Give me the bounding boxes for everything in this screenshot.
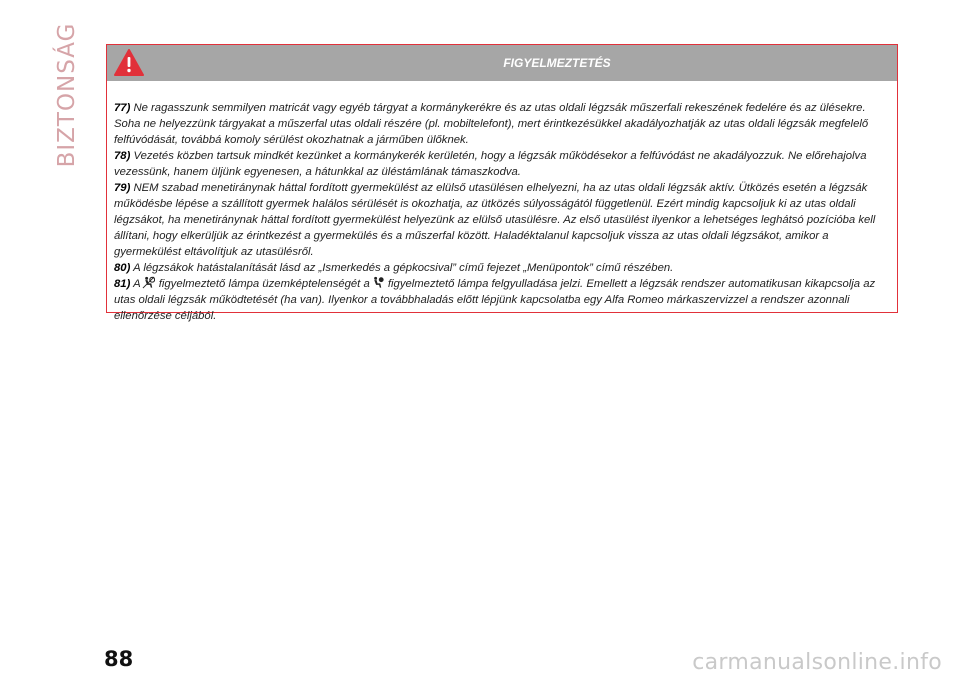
page-number: 88 bbox=[104, 647, 134, 671]
paragraph-text: Vezetés közben tartsuk mindkét kezünket a kormánykerék kerületén, hogy a légzsák működésekor a felfúvódást ne akadályozzuk. Ne előrehajolva vezessünk, hanem üljünk egyenesen, a hátunkkal az üléstámlának támaszkodva. bbox=[114, 150, 867, 178]
airbag-off-warning-icon bbox=[142, 276, 155, 289]
watermark: carmanualsonline.info bbox=[692, 650, 942, 675]
warning-paragraph-78 bbox=[114, 148, 891, 180]
warning-paragraph-79 bbox=[114, 180, 891, 260]
paragraph-text-a: A bbox=[133, 278, 141, 290]
section-side-label-text: BIZTONSÁG bbox=[54, 22, 80, 168]
airbag-warning-icon bbox=[371, 276, 384, 289]
paragraph-text: A légzsákok hatástalanítását lásd az „Ismerkedés a gépkocsival” című fejezet „Menüpontok” című részében. bbox=[133, 262, 674, 274]
paragraph-number: 78) bbox=[114, 150, 131, 162]
paragraph-number: 80) bbox=[114, 262, 131, 274]
paragraph-text-c: figyelmeztető lámpa felgyulladása jelzi. Emellett a légzsák rendszer automatikusan kikapcsolja az utas oldali légzsák működtetését (ha van). Ilyenkor a továbbhaladás előtt lépjünk kapcsolatba egy Alfa Romeo márkaszervizzel a rendszer azonnali ellenőrzése céljából. bbox=[114, 278, 876, 322]
warning-box bbox=[106, 44, 898, 322]
paragraph-text: NEM szabad menetiránynak háttal fordított gyermekülést az elülső utasülésen elhelyezni, ha az utas oldali légzsák aktív. Ütközés esetén a légzsák működésbe lépése a szállított gyermek halálos sérülését is okozhatja, az ütközés súlyosságától függetlenül. Ezért mindig kapcsoljuk ki az utas oldali légzsákot, ha menetiránynak háttal fordított gyermekülést helyezünk az elülső utasülésre. Az első utasülést ilyenkor a lehetséges leghátsó pozícióba kell állítani, hogy elkerüljük az érintkezést a gyermekülés és a műszerfal között. Haladéktalanul kapcsoljuk vissza az utas oldali légzsákot, amikor a gyermekülést eltávolítjuk az utasülésről. bbox=[114, 182, 876, 258]
warning-header bbox=[107, 45, 897, 81]
warning-paragraph-77 bbox=[114, 100, 891, 148]
section-side-label bbox=[52, 22, 82, 168]
warning-body bbox=[114, 100, 891, 324]
paragraph-number: 79) bbox=[114, 182, 131, 194]
warning-paragraph-80 bbox=[114, 260, 891, 276]
paragraph-number: 77) bbox=[114, 102, 131, 114]
warning-paragraph-81 bbox=[114, 276, 891, 324]
paragraph-text-b: figyelmeztető lámpa üzemképtelenségét a bbox=[158, 278, 370, 290]
warning-title: FIGYELMEZTETÉS bbox=[503, 56, 611, 70]
paragraph-text: Ne ragasszunk semmilyen matricát vagy egyéb tárgyat a kormánykerékre és az utas oldali légzsák műszerfali rekeszének fedelére és az ülésekre. Soha ne helyezzünk tárgyakat a műszerfal utas oldali részére (pl. mobiltelefont), mert érintkezésükkel akadályozhatják az utas oldali légzsák megfelelő felfúvódását, továbbá komoly sérülést okozhatnak a járműben ülőknek. bbox=[114, 102, 869, 146]
paragraph-number: 81) bbox=[114, 278, 131, 290]
